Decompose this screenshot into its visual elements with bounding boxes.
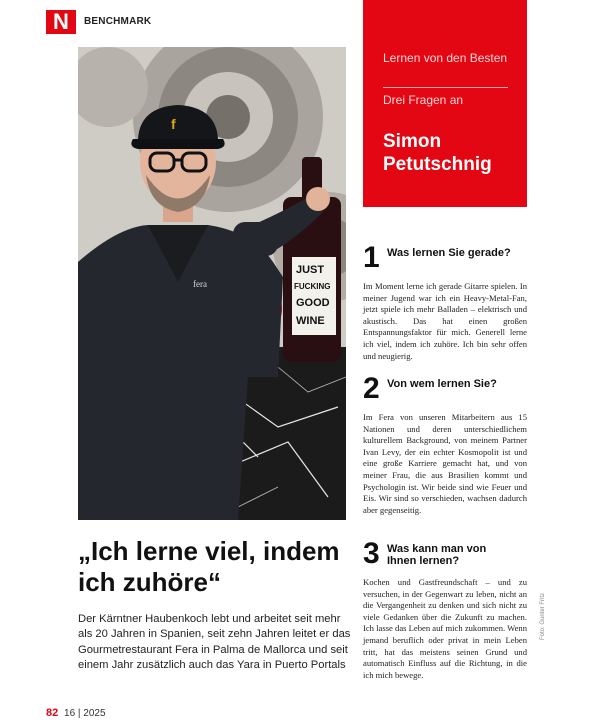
question-number: 3: [363, 537, 380, 570]
series-subkicker: Drei Fragen an: [383, 93, 464, 107]
question-text: Was lernen Sie gerade?: [387, 247, 511, 259]
photo-illustration: [78, 47, 346, 520]
svg-text:f: f: [171, 116, 176, 132]
question-text: Was kann man von Ihnen lernen?: [387, 543, 487, 567]
divider: [383, 87, 508, 88]
svg-text:fera: fera: [193, 279, 207, 289]
issue-number: 16 | 2025: [64, 708, 106, 719]
section-label: BENCHMARK: [84, 16, 152, 27]
question-number: 1: [363, 241, 380, 274]
page-number: 82: [46, 707, 59, 719]
svg-text:JUST: JUST: [296, 264, 325, 276]
question-number: 2: [363, 372, 380, 405]
answer-text: Kochen und Gastfreundschaft – und zu versuchen, in der Gegenwart zu leben, nicht an die Vergangenheit zu denken und sich nicht zu viele Gedanken über die Zukunft zu machen. Ich lasse das Leben auf mich zukommen. Wenn jemand beruflich oder privat in mein Leben tritt, hat das meistens seinen Grund und automatisch Einfluss auf die Richtung, in die ich mich bewege.: [363, 577, 527, 680]
answer-text: Im Fera von unseren Mitarbeitern aus 15 Nationen und deren unterschiedlichem kulturellem Background, von meinem Partner Ivan Levy, der ein echter Kosmopolit ist und eine große Karriere gemacht hat, und von meiner Frau, die aus Brasilien kommt und Psychologin ist. Wir beide sind wie Feuer und Eis. Wir sind so verschieden, wachsen dadurch aber gegenseitig.: [363, 412, 527, 515]
interview-intro-box: [363, 0, 527, 207]
svg-text:GOOD: GOOD: [296, 297, 330, 309]
article-lead: Der Kärntner Haubenkoch lebt und arbeitet seit mehr als 20 Jahren in Spanien, seit zehn Jahren leitet er das Gourmetrestaurant Fera in Palma de Mallorca und seit einem Jahr zusätzlich auch das Yara in Puerto Portals: [78, 613, 351, 672]
series-kicker: Lernen von den Besten: [383, 51, 508, 65]
svg-text:FUCKING: FUCKING: [294, 282, 331, 291]
brand-logo: N: [46, 10, 76, 34]
photo-credit: Foto: Gunter Fritz: [540, 592, 546, 640]
page-footer: [46, 707, 106, 719]
article-headline: „Ich lerne viel, indem ich zuhöre“: [78, 536, 340, 597]
interviewee-name: Simon Petutschnig: [383, 131, 492, 175]
svg-text:WINE: WINE: [296, 315, 325, 327]
answer-text: Im Moment lerne ich gerade Gitarre spielen. In meiner Jugend war ich ein Heavy-Metal-Fan, jetzt spiele ich mehr Balladen – elektrisch und akustisch. Das hat einen großen Entspannungsfaktor für mich. Generell lerne ich viel, indem ich zuhöre. Ich bin sehr offen und neugierig.: [363, 281, 527, 361]
portrait-photo: [78, 47, 346, 520]
question-text: Von wem lernen Sie?: [387, 378, 497, 390]
